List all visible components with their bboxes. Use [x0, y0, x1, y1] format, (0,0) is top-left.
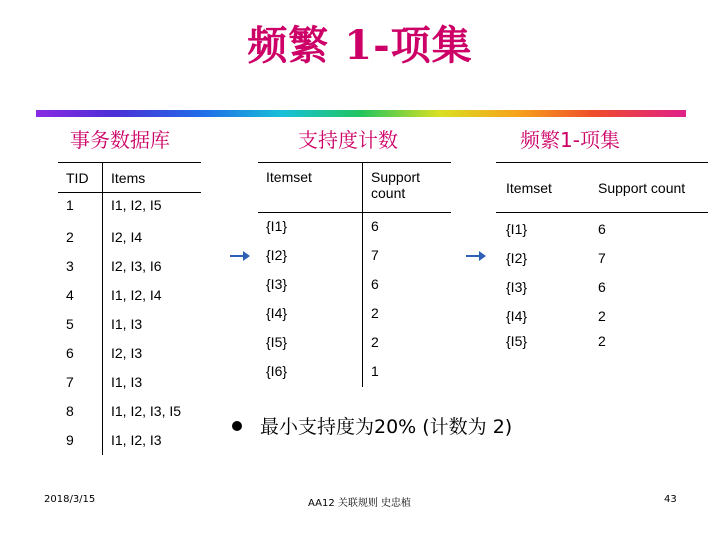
table-cell: I1, I3: [111, 315, 143, 332]
table-cell: 2: [598, 332, 606, 349]
table-cell: 5: [58, 310, 103, 339]
table-cell: 2: [371, 304, 379, 321]
table-cell: 2: [371, 333, 379, 350]
footer-page-number: 43: [664, 494, 677, 505]
table-header-cell: Support count: [592, 163, 708, 213]
table-cell: I2, I4: [111, 228, 143, 245]
table-header-row: [258, 163, 451, 213]
table-row: [258, 242, 451, 271]
table-cell: 6: [598, 221, 606, 237]
table-header-cell: Items: [103, 163, 202, 193]
min-support-note: [232, 412, 512, 439]
table-cell: {I2}: [506, 249, 528, 266]
footer-course: AA12 关联规则 史忠植: [308, 498, 412, 509]
table-cell: {I2}: [258, 242, 363, 271]
table-row: [496, 300, 708, 329]
table-cell: 1: [58, 193, 103, 223]
table-row: [258, 213, 451, 242]
table-row: [58, 193, 201, 223]
table-cell: {I3}: [258, 271, 363, 300]
table-row: [258, 329, 451, 358]
table-cell: 2: [58, 223, 103, 252]
table-row: [496, 242, 708, 271]
table-cell: 1: [371, 362, 379, 379]
table-cell: 7: [371, 246, 379, 263]
rainbow-divider: [36, 110, 686, 117]
table-cell: I2, I3: [111, 344, 143, 361]
caption-support-count: 支持度计数: [298, 128, 398, 152]
table-cell: 6: [598, 278, 606, 295]
table-header-cell: Itemset: [496, 163, 592, 213]
table-cell: I1, I2, I3, I5: [111, 402, 182, 419]
bullet-dot-icon: [232, 421, 242, 431]
table-cell: 7: [58, 368, 103, 397]
table-cell: {I3}: [506, 278, 528, 295]
slide-title: 频繁 1-项集: [247, 22, 473, 69]
caption-transactions: 事务数据库: [70, 128, 170, 152]
table-cell: {I1}: [258, 213, 363, 242]
table-header-row: [58, 163, 201, 193]
table-row: [496, 271, 708, 300]
table-cell: {I1}: [506, 221, 528, 237]
table-cell: {I5}: [258, 329, 363, 358]
table-cell: {I4}: [506, 307, 528, 324]
table-cell: {I5}: [506, 332, 528, 349]
table-cell: I1, I2, I5: [111, 197, 162, 213]
table-row: [58, 397, 201, 426]
right-arrow-icon: [230, 250, 250, 262]
table-header-cell: Itemset: [258, 163, 363, 213]
table-header-row: [496, 163, 708, 213]
table-cell: {I4}: [258, 300, 363, 329]
table-row: [496, 213, 708, 242]
table-cell: {I6}: [258, 358, 363, 387]
table-row: [58, 310, 201, 339]
caption-frequent: 频繁1-项集: [520, 128, 620, 152]
transactions-table: [58, 162, 201, 455]
table-row: [58, 252, 201, 281]
min-support-text: 最小支持度为20% (计数为 2): [260, 416, 513, 438]
table-cell: 6: [371, 275, 379, 292]
table-row: [58, 223, 201, 252]
table-header-cell: TID: [58, 163, 103, 193]
table-cell: 3: [58, 252, 103, 281]
table-cell: 9: [58, 426, 103, 455]
table-row: [58, 426, 201, 455]
table-cell: 8: [58, 397, 103, 426]
table-header-cell: Support count: [363, 163, 452, 213]
table-row: [58, 339, 201, 368]
table-cell: 6: [371, 218, 379, 234]
table-cell: I2, I3, I6: [111, 257, 162, 274]
footer-date: 2018/3/15: [44, 494, 96, 505]
table-row: [258, 300, 451, 329]
candidate-itemsets-table: [258, 162, 451, 387]
table-cell: 7: [598, 249, 606, 266]
table-row: [258, 271, 451, 300]
table-cell: 2: [598, 307, 606, 324]
table-cell: 4: [58, 281, 103, 310]
table-cell: I1, I2, I3: [111, 431, 162, 448]
table-cell: 6: [58, 339, 103, 368]
table-row: [496, 329, 708, 358]
table-cell: I1, I2, I4: [111, 286, 162, 303]
table-row: [58, 281, 201, 310]
table-cell: I1, I3: [111, 373, 143, 390]
table-row: [58, 368, 201, 397]
frequent-itemsets-table: [496, 162, 708, 358]
right-arrow-icon: [466, 250, 486, 262]
table-row: [258, 358, 451, 387]
